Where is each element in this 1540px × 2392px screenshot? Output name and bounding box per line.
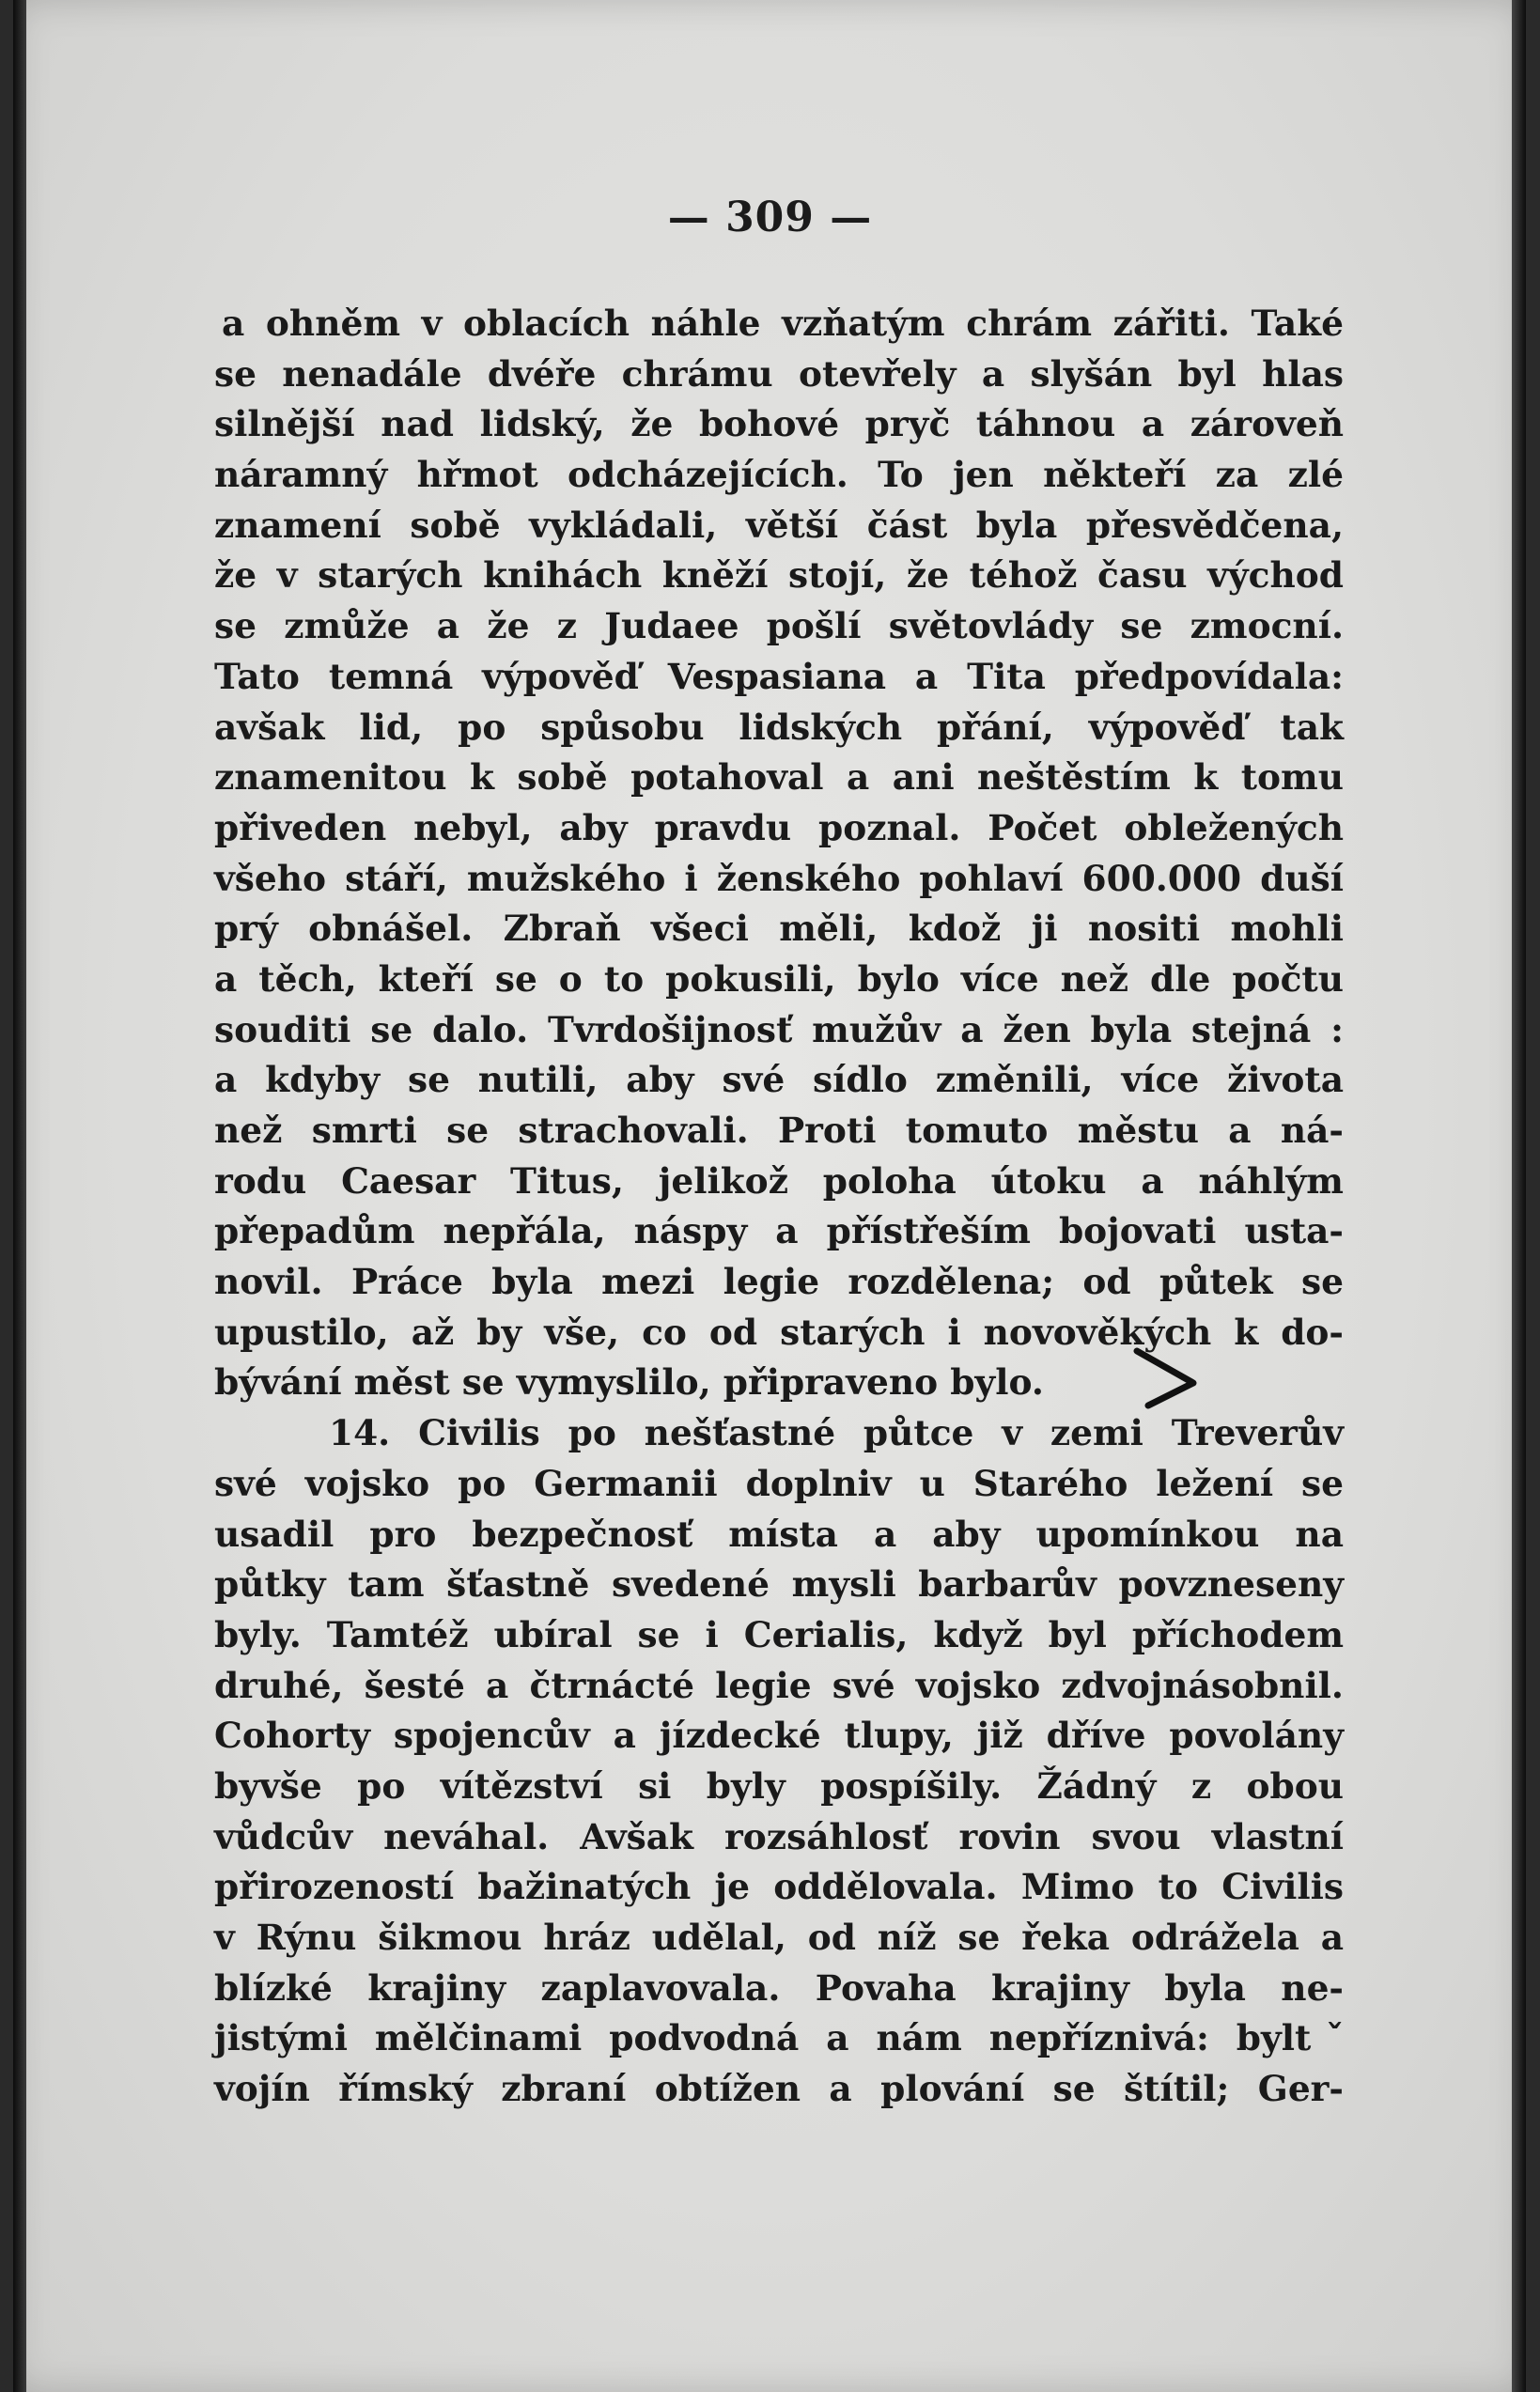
text-line: se nenadále dvéře chrámu otevřely a slyšán byl hlas (214, 352, 1344, 395)
text-line: prý obnášel. Zbraň všeci měli, kdož ji nositi mohli (214, 908, 1344, 950)
text-line: silnější nad lidský, že bohové pryč táhnou a zároveň (214, 403, 1344, 445)
text-line: jistými mělčinami podvodná a nám nepříznivá: byltˇ (214, 2017, 1344, 2059)
page-number: — 309 — (667, 194, 873, 241)
text-line: usadil pro bezpečnosť místa a aby upomínkou na (214, 1513, 1344, 1555)
text-line: blízké krajiny zaplavovala. Povaha krajiny byla ne- (214, 1966, 1344, 2009)
text-line: rodu Caesar Titus, jelikož poloha útoku a náhlým (214, 1159, 1344, 1202)
text-line: druhé, šesté a čtrnácté legie své vojsko zdvojnásobnil. (214, 1664, 1344, 1706)
text-line: Cohorty spojencův a jízdecké tlupy, již dříve povolány (214, 1715, 1344, 1757)
page-edge-left (13, 0, 26, 2392)
text-line: své vojsko po Germanii doplniv u Starého ležení se (214, 1462, 1344, 1504)
page-edge-right (1512, 0, 1526, 2392)
text-line: a ohněm v oblacích náhle vzňatým chrám zářiti. Také (222, 303, 1344, 344)
text-line: upustilo, až by vše, co od starých i novověkých k do- (214, 1311, 1344, 1353)
text-line: bývání měst se vymyslilo, připraveno bylo. (214, 1361, 1044, 1404)
text-line: znamení sobě vykládali, větší část byla přesvědčena, (214, 504, 1344, 546)
text-line: souditi se dalo. Tvrdošijnosť mužův a žen byla stejná : (214, 1008, 1344, 1050)
text-line: Tato temná výpověď Vespasiana a Tita předpovídala: (214, 655, 1344, 697)
text-line: byvše po vítězství si byly pospíšily. Žádný z obou (214, 1764, 1344, 1807)
text-line: přiveden nebyl, aby pravdu poznal. Počet obležených (214, 806, 1344, 848)
text-line: 14. Civilis po nešťastné půtce v zemi Treverův (329, 1412, 1344, 1454)
text-line: vojín římský zbraní obtížen a plování se štítil; Ger- (214, 2068, 1344, 2110)
text-line: přirozeností bažinatých je oddělovala. Mimo to Civilis (214, 1866, 1344, 1908)
text-line: se zmůže a že z Judaee pošlí světovlády se zmocní. (214, 605, 1344, 647)
text-line: náramný hřmot odcházejících. To jen někteří za zlé (214, 454, 1344, 496)
handwritten-check-mark (1128, 1344, 1231, 1409)
text-line: byly. Tamtéž ubíral se i Cerialis, když byl příchodem (214, 1613, 1344, 1655)
text-line: že v starých knihách kněží stojí, že téhož času východ (214, 554, 1344, 597)
text-line: přepadům nepřála, náspy a přístřeším bojovati usta- (214, 1210, 1344, 1252)
text-line: znamenitou k sobě potahoval a ani neštěstím k tomu (214, 756, 1344, 799)
text-line: novil. Práce byla mezi legie rozdělena; od půtek se (214, 1261, 1344, 1303)
text-line: než smrti se strachovali. Proti tomuto městu a ná- (214, 1110, 1344, 1151)
text-line: a kdyby se nutili, aby své sídlo změnili, více života (214, 1059, 1344, 1101)
text-line: avšak lid, po spůsobu lidských přání, výpověď tak (214, 706, 1344, 748)
text-line: všeho stáří, mužského i ženského pohlaví 600.000 duší (214, 857, 1344, 899)
text-line: vůdcův neváhal. Avšak rozsáhlosť rovin svou vlastní (214, 1815, 1344, 1857)
body-text (214, 299, 1344, 2115)
text-line: v Rýnu šikmou hráz udělal, od níž se řeka odrážela a (214, 1917, 1344, 1958)
text-line: a těch, kteří se o to pokusili, bylo více než dle počtu (214, 957, 1344, 1000)
text-line: půtky tam šťastně svedené mysli barbarův povzneseny (214, 1563, 1344, 1606)
